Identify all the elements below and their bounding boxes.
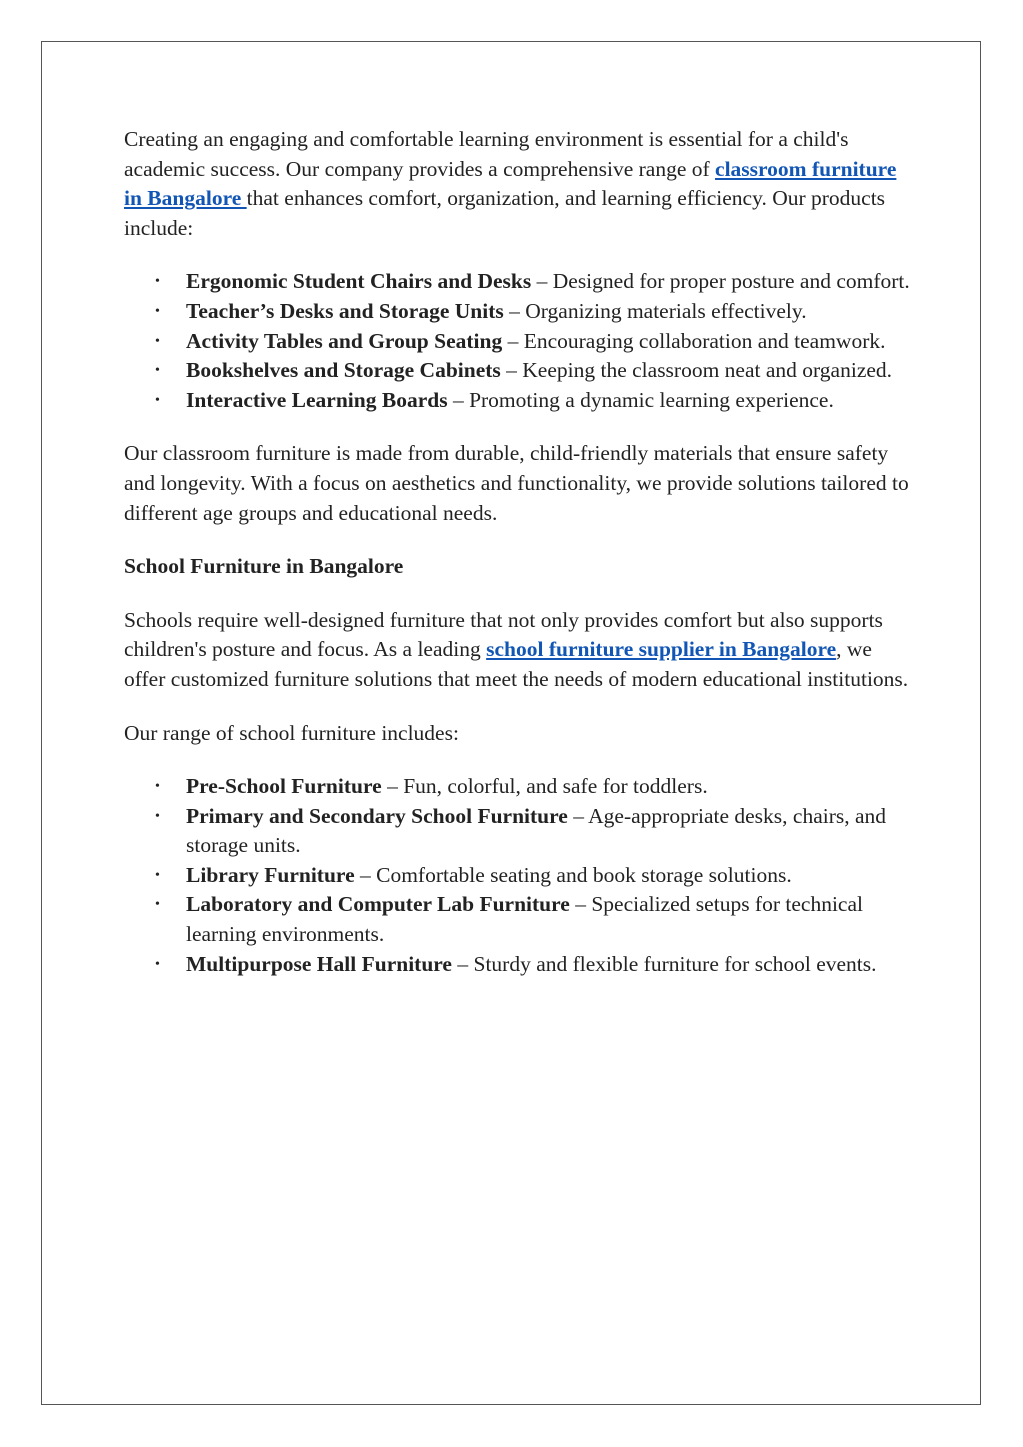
list-item (124, 890, 914, 949)
classroom-products-list (124, 267, 914, 415)
list-item-description: – Designed for proper posture and comfort. (531, 269, 910, 294)
bullet-icon: • (155, 779, 160, 795)
intro-paragraph (124, 125, 914, 243)
school-text-after: , we offer customized furniture solutions that meet the needs of modern educational institutions. (124, 637, 909, 691)
list-item-title: Activity Tables and Group Seating (186, 328, 503, 353)
list-item (124, 297, 914, 327)
list-item (124, 327, 914, 357)
bullet-icon: • (155, 333, 160, 349)
bullet-icon: • (155, 363, 160, 379)
list-item (124, 802, 914, 861)
list-item-description: – Promoting a dynamic learning experience. (447, 387, 834, 412)
list-item-title: Bookshelves and Storage Cabinets (186, 358, 501, 383)
list-item-title: Library Furniture (186, 862, 355, 887)
list-item-description: – Encouraging collaboration and teamwork. (502, 328, 886, 353)
list-item-title: Teacher’s Desks and Storage Units (186, 298, 504, 323)
intro-text-before: Creating an engaging and comfortable learning environment is essential for a child's academic success. Our company provides a comprehensive range of (124, 127, 849, 181)
school-text-before: Schools require well-designed furniture that not only provides comfort but also supports children's posture and focus. As a leading (124, 607, 883, 662)
school-furniture-supplier-link[interactable]: school furniture supplier in Bangalore (486, 637, 837, 662)
bullet-icon: • (155, 867, 160, 883)
bullet-icon: • (155, 303, 160, 319)
list-item (124, 950, 914, 980)
list-item (124, 386, 914, 416)
range-intro-paragraph: Our range of school furniture includes: (124, 720, 459, 745)
list-item-description: – Age-appropriate desks, chairs, and storage units. (186, 803, 887, 858)
school-paragraph (124, 606, 914, 695)
bullet-icon: • (155, 274, 160, 290)
list-item-description: – Sturdy and flexible furniture for school events. (451, 951, 877, 976)
document-body (124, 125, 914, 979)
bullet-icon: • (155, 897, 160, 913)
list-item-title: Primary and Secondary School Furniture (186, 803, 568, 828)
list-item-description: – Fun, colorful, and safe for toddlers. (381, 774, 708, 799)
list-item (124, 772, 914, 802)
list-item-title: Laboratory and Computer Lab Furniture (186, 892, 570, 917)
list-item-description: – Specialized setups for technical learning environments. (186, 892, 863, 947)
materials-paragraph: Our classroom furniture is made from durable, child-friendly materials that ensure safety and longevity. With a focus on aesthetics and functionality, we provide solutions tailored to different age groups and educational needs. (124, 441, 909, 525)
bullet-icon: • (155, 808, 160, 824)
classroom-furniture-link[interactable]: classroom furniture in Bangalore (124, 156, 897, 211)
list-item (124, 267, 914, 297)
bullet-icon: • (155, 956, 160, 972)
list-item (124, 356, 914, 386)
school-furniture-list (124, 772, 914, 979)
section-heading: School Furniture in Bangalore (124, 554, 404, 579)
intro-text-after: that enhances comfort, organization, and learning efficiency. Our products include: (124, 186, 886, 240)
list-item (124, 861, 914, 891)
list-item-title: Ergonomic Student Chairs and Desks (186, 269, 532, 294)
list-item-description: – Comfortable seating and book storage solutions. (354, 862, 792, 887)
list-item-title: Interactive Learning Boards (186, 387, 448, 412)
list-item-description: – Organizing materials effectively. (503, 298, 807, 323)
list-item-title: Multipurpose Hall Furniture (186, 951, 452, 976)
list-item-description: – Keeping the classroom neat and organized. (500, 358, 893, 383)
list-item-title: Pre-School Furniture (186, 774, 382, 799)
bullet-icon: • (155, 392, 160, 408)
